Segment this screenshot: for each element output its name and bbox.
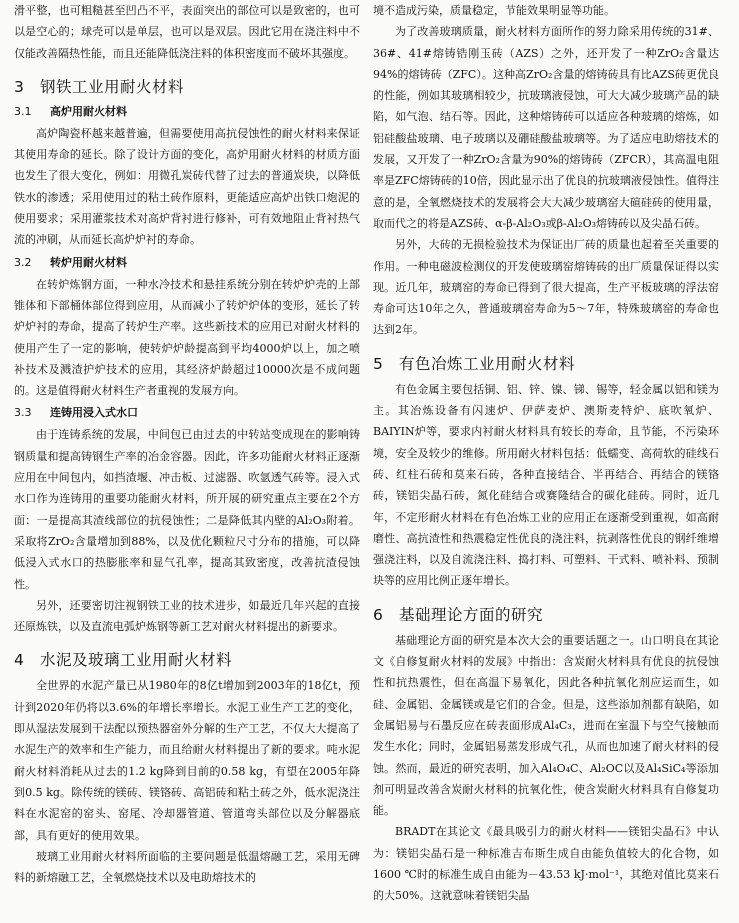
paragraph: 基础理论方面的研究是本次大会的重要话题之一。山口明良在其论文《自修复耐火材料的发展》中指出：含炭耐火材料具有优良的抗侵蚀性和抗热震性，但在高温下易氧化，因此各种抗氧化剂应运而生，如硅、金属铝、金属镁或是它们的合金。但是，这些添加剂都有缺陷，如金属铝易与石墨反应在砖表面形成Al₄C₃，进而在室温下与空气接触而发生水化；同时，金属铝易蒸发形成气孔，从而也加速了耐火材料的侵蚀。然而，最近的研究表明，加入Al₄O₄C、Al₂OC以及Al₄SiC₄等添加剂可明显改善含炭耐火材料的抗氧化性，使含炭耐火材料具有自修复功能。 [373, 633, 719, 818]
paragraph: 有色金属主要包括铜、铝、锌、镍、锑、锡等，轻金属以铝和镁为主。其冶炼设备有闪速炉、伊萨麦炉、澳斯麦特炉、底吹氧炉、BAIYIN炉等，要求内衬耐火材料具有较长的寿命，且节能，不污染环境，安全及较少的维修。所用耐火材料包括：低蠕变、高荷软的硅线石砖、红柱石砖和莫来石砖，各种直接结合、半再结合、再结合的镁铬砖，镁铝尖晶石砖，氮化硅结合或赛隆结合的碳化硅砖。同时，近几年，不定形耐火材料在有色冶炼工业的应用正在逐渐受到重视，如高耐磨性、高抗渣性和热震稳定性优良的浇注料，抗剥落性优良的钢纤维增强浇注料，以及自流浇注料、捣打料、可塑料、干式料、喷补料、预制块等的应用比例正逐年增长。 [373, 382, 719, 588]
subsection-title: 转炉用耐火材料 [50, 255, 127, 269]
section-heading [373, 605, 719, 626]
subsection-heading [14, 102, 360, 122]
left-column [14, 0, 360, 888]
subsection-number: 3.1 [14, 104, 32, 118]
section-title: 有色冶炼工业用耐火材料 [399, 354, 576, 373]
paragraph: 另外，还要密切注视钢铁工业的技术进步，如最近几年兴起的直接还原炼铁，以及直流电弧炉炼钢等新工艺对耐火材料提出的新要求。 [14, 598, 360, 634]
subsection-heading [14, 253, 360, 273]
section-title: 钢铁工业用耐火材料 [40, 77, 185, 96]
paragraph: 由于连铸系统的发展，中间包已由过去的中转站变成现在的影响铸钢质量和提高铸钢生产率的冶金容器。因此，许多功能耐火材料正逐渐应用在中间包内，如挡渣堰、冲击板、过滤器、吹氩透气砖等。浸入式水口作为连铸用的重要功能耐火材料，所开展的研究重点主要在2个方面：一是提高其渣线部位的抗侵蚀性；二是降低其内壁的Al₂O₃附着。采取将ZrO₂含量增加到88%，以及优化颗粒尺寸分布的措施，可以降低浸入式水口的热膨胀率和显气孔率，提高其致密度，改善抗渣侵蚀性。 [14, 428, 360, 591]
section-number: 3 [14, 77, 25, 96]
subsection-number: 3.2 [14, 255, 32, 269]
paragraph: 玻璃工业用耐火材料所面临的主要问题是低温熔融工艺，采用无碑料的新熔融工艺，全氧燃烧技术以及电助熔技术的 [14, 849, 360, 885]
paragraph: 滑平整，也可粗糙甚至凹凸不平，表面突出的部位可以是致密的，也可以是空心的；球壳可以是单层，也可以是双层。因此它用在浇注料中不仅能改善隔热性能，而且还能降低浇注料的体积密度而不破坏其强度。 [14, 4, 360, 60]
paragraph: 境不造成污染，质量稳定，节能效果明显等功能。 [373, 4, 615, 17]
section-title: 水泥及玻璃工业用耐火材料 [40, 651, 233, 670]
section-heading [373, 354, 719, 375]
paragraph: BRADT在其论文《最具吸引力的耐火材料——镁铝尖晶石》中认为：镁铝尖晶石是一种标准吉布斯生成自由能负值较大的化合物，如1600 ℃时的标准生成自由能为－43.53 kJ·mol⁻¹，其绝对值比莫来石的大50%。这就意味着镁铝尖晶 [373, 825, 719, 903]
section-number: 6 [373, 605, 384, 624]
subsection-title: 高炉用耐火材料 [50, 104, 127, 118]
paragraph: 另外，大砖的无损检验技术为保证出厂砖的质量也起着至关重要的作用。一种电磁波检测仪的开发使玻璃窑熔铸砖的出厂质量保证得以实现。近几年，玻璃窑的寿命已得到了很大提高，生产平板玻璃的浮法窑寿命可达10年之久，普通玻璃窑寿命为5～7年，特殊玻璃窑的寿命也达到2年。 [373, 238, 719, 337]
subsection-number: 3.3 [14, 406, 32, 420]
right-column [373, 0, 719, 907]
subsection-title: 连铸用浸入式水口 [50, 406, 138, 420]
paragraph: 为了改善玻璃质量，耐火材料方面所作的努力除采用传统的31#、36#、41#熔铸锆刚玉砖（AZS）之外，还开发了一种ZrO₂含量达94%的熔铸砖（ZFC）。这种高ZrO₂含量的熔铸砖具有比AZS砖更优良的性能，例如其玻璃相较少，抗玻璃液侵蚀，可大大减少玻璃产品的缺陷，如气泡、结石等。因此，这种熔铸砖可以适应各种玻璃的熔炼，如铝硅酸盐玻璃、电子玻璃以及硼硅酸盐玻璃等。为了适应电助熔技术的发展，又开发了一种ZrO₂含量为90%的熔铸砖（ZFCR），其高温电阻率是ZFC熔铸砖的10倍，因此显示出了优良的抗玻璃液侵蚀性。值得注意的是，全氧燃烧技术的发展将会大大减少玻璃窑大碹硅砖的使用量，取而代之的将是AZS砖、α-β-Al₂O₃或β-Al₂O₃熔铸砖以及尖晶石砖。 [373, 25, 719, 230]
section-number: 5 [373, 354, 384, 373]
section-title: 基础理论方面的研究 [399, 605, 544, 624]
section-number: 4 [14, 651, 25, 670]
paragraph: 全世界的水泥产量已从1980年的8亿t增加到2003年的18亿t，预计到2020年仍将以3.6%的年增长率增长。水泥工业生产工艺的变化，即从湿法发展到干法配以预热器窑外分解的生产工艺，不仅大大提高了水泥生产的效率和生产能力，而且给耐火材料提出了新的要求。吨水泥耐火材料消耗从过去的1.2 kg降到目前的0.58 kg，有望在2005年降到0.5 kg。除传统的镁砖、镁铬砖、高铝砖和粘土砖之外，低水泥浇注料在水泥窑的窑头、窑尾、冷却器管道、管道弯头部位以及分解器底部，具有更好的使用效果。 [14, 679, 360, 842]
subsection-heading [14, 403, 360, 423]
section-heading [14, 77, 360, 98]
section-heading [14, 650, 360, 671]
paragraph: 高炉陶瓷杯越来越普遍，但需要使用高抗侵蚀性的耐火材料来保证其使用寿命的延长。除了设计方面的变化，高炉用耐火材料的材质方面也发生了很大变化，例如：用微孔炭砖代替了过去的普通炭块，以降低铁水的渗透；采用使用过的粘土砖作原料，更能适应高炉出铁口炮泥的使用要求；采用灌浆技术对高炉背衬进行修补，可有效地阻止背衬热气流的冲刷，从而延长高炉炉衬的寿命。 [14, 126, 360, 247]
paragraph: 在转炉炼钢方面，一种水冷技术和悬挂系统分别在转炉炉壳的上部锥体和下部桶体部位得到应用，从而减小了转炉炉体的变形，延长了转炉炉衬的寿命，提高了转炉生产率。这些新技术的应用已对耐火材料的使用产生了一定的影响，使转炉炉龄提高到平均4000炉以上，加之喷补技术及溅渣护炉技术的应用，其经济炉龄超过10000次是不成问题的。这是值得耐火材料生产者重视的发展方向。 [14, 277, 360, 398]
